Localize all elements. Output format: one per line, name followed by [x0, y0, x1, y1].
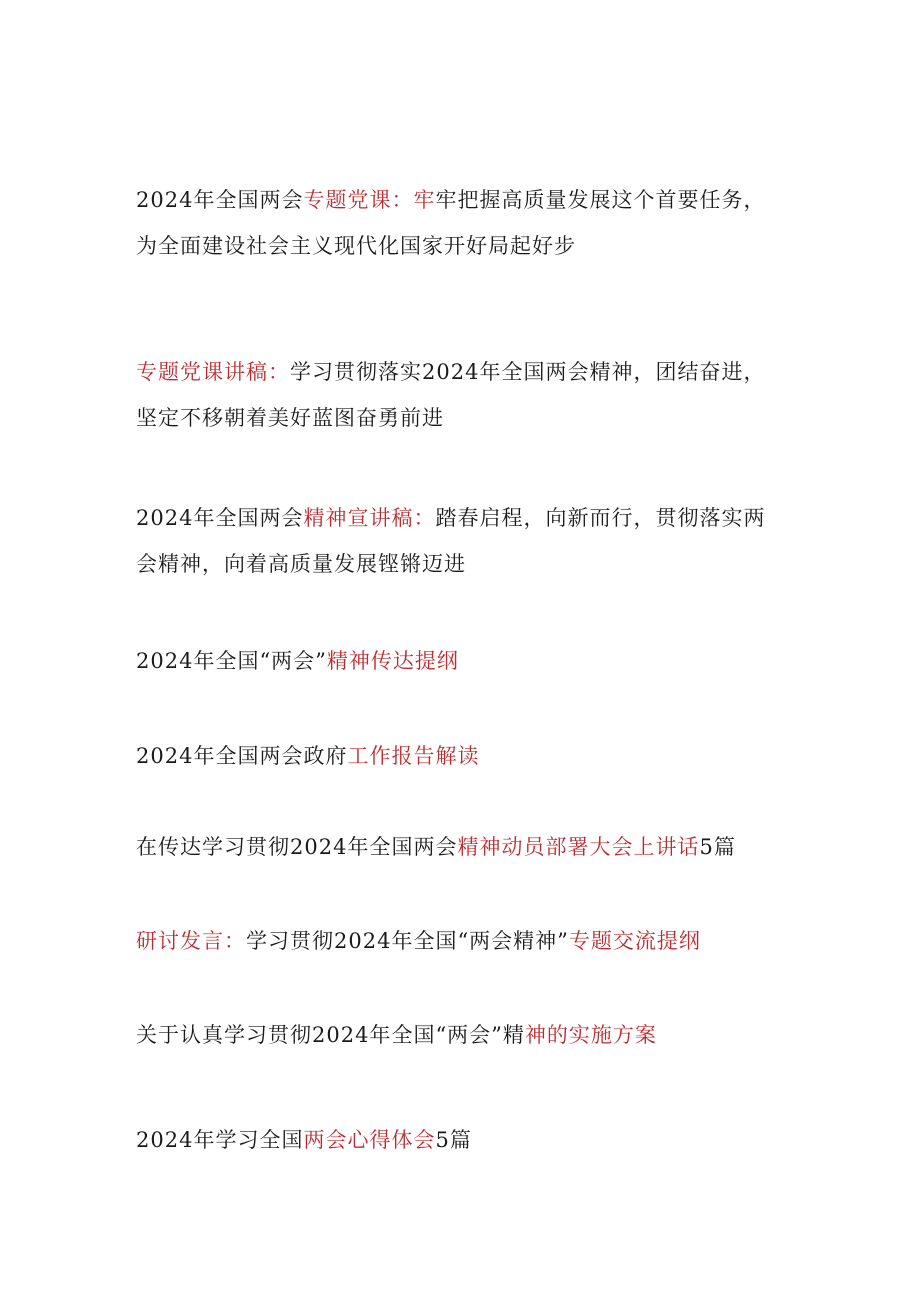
entry-2-line-1 — [136, 349, 796, 395]
entry-7-highlight: 研讨发言： — [136, 929, 246, 953]
entry-3-line-1 — [136, 495, 796, 541]
entry-6-text: 在传达学习贯彻2024年全国两会 — [136, 835, 458, 859]
entry-8-text: 关于认真学习贯彻2024年全国“两会”精 — [136, 1023, 525, 1047]
entry-7-text: 学习贯彻2024年全国“两会精神” — [246, 929, 569, 953]
entry-6-line-1 — [136, 824, 796, 870]
entry-3-text: 踏春启程，向新而行，贯彻落实两 — [435, 506, 766, 530]
entry-8-line-1 — [136, 1012, 796, 1058]
document-entry-6 — [136, 824, 796, 870]
entry-4-highlight: 精神传达提纲 — [326, 649, 459, 673]
entry-1-line-2 — [136, 223, 796, 269]
entry-5-line-1 — [136, 733, 796, 779]
document-entry-4 — [136, 638, 796, 684]
entry-1-highlight: 专题党课：牢 — [303, 188, 436, 212]
entry-1-line-1 — [136, 177, 796, 223]
entry-6-text: 5篇 — [699, 835, 736, 859]
entry-3-line-2 — [136, 541, 796, 587]
entry-5-text: 2024年全国两会政府 — [136, 744, 348, 768]
document-entry-3 — [136, 495, 796, 587]
document-entry-9 — [136, 1117, 796, 1163]
entry-2-highlight: 专题党课讲稿： — [136, 360, 290, 384]
document-entry-7 — [136, 918, 796, 964]
document-entry-1 — [136, 177, 796, 269]
document-entry-5 — [136, 733, 796, 779]
entry-1-text: 牢把握高质量发展这个首要任务， — [435, 188, 766, 212]
entry-1-text: 为全面建设社会主义现代化国家开好局起好步 — [136, 234, 576, 258]
entry-7-line-1 — [136, 918, 796, 964]
entry-3-text: 2024年全国两会 — [136, 506, 304, 530]
entry-9-line-1 — [136, 1117, 796, 1163]
document-entry-2 — [136, 349, 796, 441]
entry-6-highlight: 精神动员部署大会上讲话 — [457, 835, 700, 859]
entry-9-text: 5篇 — [435, 1128, 472, 1152]
entry-9-highlight: 两会心得体会 — [303, 1128, 436, 1152]
entry-3-text: 会精神，向着高质量发展铿锵迈进 — [136, 552, 466, 576]
entry-4-text: 2024年全国“两会” — [136, 649, 327, 673]
entry-4-line-1 — [136, 638, 796, 684]
entry-1-text: 2024年全国两会 — [136, 188, 304, 212]
entry-5-highlight: 工作报告解读 — [347, 744, 480, 768]
entry-8-highlight: 神的实施方案 — [524, 1023, 657, 1047]
entry-2-text: 学习贯彻落实2024年全国两会精神，团结奋进， — [290, 360, 766, 384]
entry-9-text: 2024年学习全国 — [136, 1128, 304, 1152]
document-entry-8 — [136, 1012, 796, 1058]
entry-3-highlight: 精神宣讲稿： — [303, 506, 436, 530]
entry-2-text: 坚定不移朝着美好蓝图奋勇前进 — [136, 406, 444, 430]
entry-2-line-2 — [136, 395, 796, 441]
entry-7-highlight: 专题交流提纲 — [568, 929, 701, 953]
